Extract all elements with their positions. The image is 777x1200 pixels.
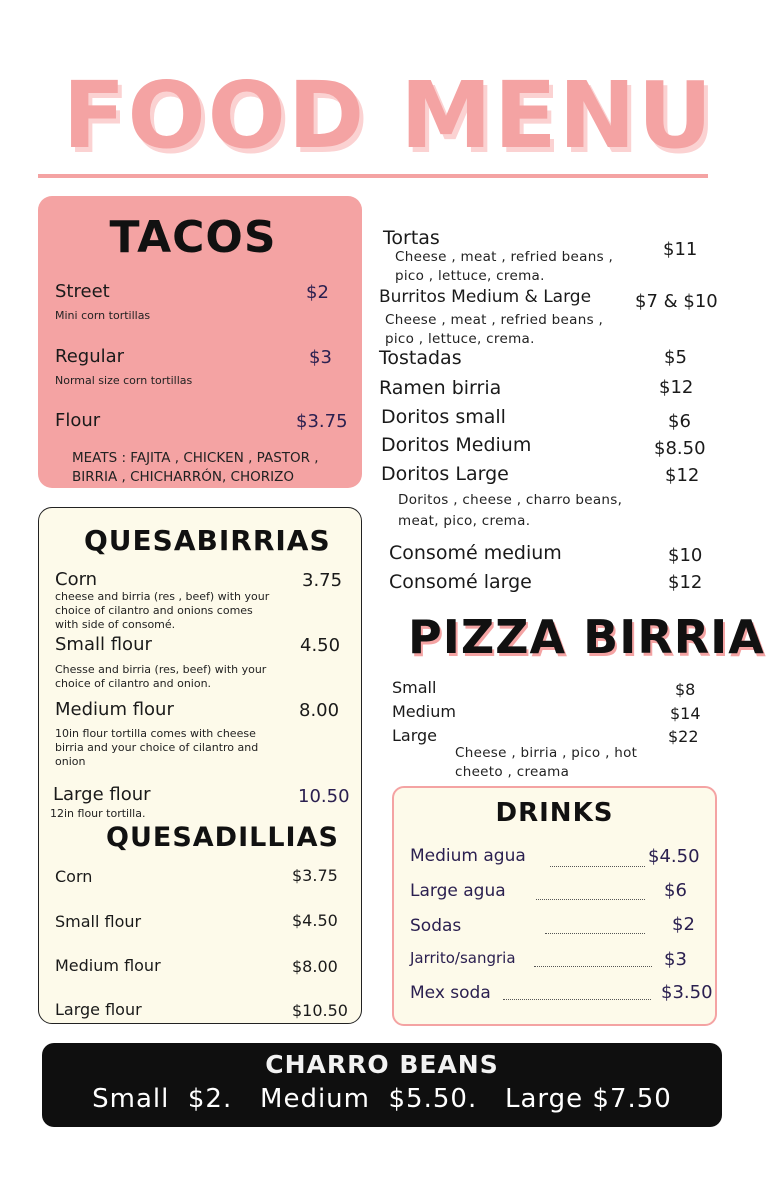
quesabirria-item-desc: cheese and birria (res , beef) with your (55, 590, 270, 603)
charro-beans-prices: Small $2. Medium $5.50. Large $7.50 (92, 1084, 672, 1114)
pizza-item-name: Small (392, 678, 437, 697)
drink-item-price: $3 (664, 949, 687, 970)
consome-medium-price: $10 (668, 545, 703, 566)
quesadillia-item-price: $8.00 (292, 957, 338, 976)
quesadillia-item-name: Large flour (55, 1000, 142, 1019)
pizza-item-price: $22 (668, 727, 699, 746)
pizza-item-price: $8 (675, 680, 696, 699)
taco-item-desc: Mini corn tortillas (55, 309, 151, 322)
quesadillia-item-name: Medium flour (55, 956, 161, 975)
dot-leader (503, 999, 651, 1000)
quesadillia-item-name: Small flour (55, 912, 142, 931)
doritos-desc: Doritos , cheese , charro beans, (398, 492, 623, 508)
dot-leader (550, 866, 645, 867)
title-divider (38, 174, 708, 178)
quesabirria-item-price: 8.00 (299, 700, 340, 721)
drink-item-name: Sodas (410, 916, 462, 936)
drink-item-name: Medium agua (410, 846, 526, 866)
pizza-item-name: Medium (392, 702, 456, 721)
quesabirria-item-name: Large flour (53, 784, 151, 805)
charro-beans-heading: CHARRO BEANS (265, 1050, 499, 1079)
quesabirria-item-desc: 12in flour tortilla. (50, 807, 146, 820)
quesabirria-item-desc: birria and your choice of cilantro and (55, 741, 259, 754)
quesadillias-heading: QUESADILLIAS (106, 822, 339, 853)
doritos-large-name: Doritos Large (381, 463, 509, 485)
taco-item-name: Street (55, 281, 110, 302)
doritos-small-name: Doritos small (381, 406, 506, 428)
quesabirrias-heading: QUESABIRRIAS (84, 524, 331, 557)
tortas-desc: pico , lettuce, crema. (395, 268, 545, 284)
drinks-heading: DRINKS (495, 798, 614, 828)
meats-line: MEATS : FAJITA , CHICKEN , PASTOR , (72, 450, 319, 466)
quesabirria-item-desc: onion (55, 755, 86, 768)
pizza-item-price: $14 (670, 704, 701, 723)
ramen-name: Ramen birria (379, 377, 502, 399)
quesabirria-item-desc: with side of consomé. (55, 618, 176, 631)
ramen-price: $12 (659, 377, 694, 398)
drink-item-price: $2 (672, 914, 695, 935)
taco-item-name: Flour (55, 410, 101, 431)
tostadas-price: $5 (664, 347, 687, 368)
drink-item-price: $4.50 (648, 846, 700, 867)
pizza-item-name: Large (392, 726, 438, 745)
quesadillia-item-name: Corn (55, 867, 93, 886)
quesadillia-item-price: $4.50 (292, 911, 338, 930)
drink-item-name: Large agua (410, 881, 506, 901)
consome-medium-name: Consomé medium (389, 542, 562, 564)
tostadas-name: Tostadas (379, 347, 462, 369)
taco-item-price: $3.75 (296, 411, 348, 432)
pizza-desc: Cheese , birria , pico , hot (455, 745, 638, 761)
quesabirria-item-name: Small flour (55, 634, 152, 655)
drink-item-name: Mex soda (410, 983, 491, 1003)
pizza-desc: cheeto , creama (455, 764, 570, 780)
quesadillia-item-price: $3.75 (292, 866, 338, 885)
doritos-medium-name: Doritos Medium (381, 434, 532, 456)
tortas-desc: Cheese , meat , refried beans , (395, 249, 614, 265)
taco-item-price: $3 (309, 347, 332, 368)
quesabirria-item-desc: choice of cilantro and onion. (55, 677, 212, 690)
dot-leader (545, 933, 645, 934)
pizza-heading: PIZZA BIRRIA (408, 610, 765, 664)
taco-item-price: $2 (306, 282, 329, 303)
quesabirria-item-desc: Chesse and birria (res, beef) with your (55, 663, 267, 676)
burritos-desc: Cheese , meat , refried beans , (385, 312, 604, 328)
menu-title: FOOD MENU (62, 62, 715, 169)
doritos-medium-price: $8.50 (654, 438, 706, 459)
quesabirria-item-name: Corn (55, 569, 98, 590)
quesabirria-item-price: 10.50 (298, 786, 350, 807)
drink-item-price: $6 (664, 880, 687, 901)
quesabirria-item-desc: choice of cilantro and onions comes (55, 604, 253, 617)
drink-item-name: Jarrito/sangria (410, 949, 516, 967)
dot-leader (536, 899, 645, 900)
quesabirria-item-price: 3.75 (302, 570, 343, 591)
taco-item-name: Regular (55, 346, 125, 367)
tacos-heading: TACOS (109, 212, 277, 263)
quesabirria-item-name: Medium flour (55, 699, 174, 720)
tortas-name: Tortas (383, 227, 440, 249)
taco-item-desc: Normal size corn tortillas (55, 374, 193, 387)
quesabirria-item-desc: 10in flour tortilla comes with cheese (55, 727, 256, 740)
quesadillia-item-price: $10.50 (292, 1001, 348, 1020)
burritos-desc: pico , lettuce, crema. (385, 331, 535, 347)
doritos-large-price: $12 (665, 465, 700, 486)
burritos-price: $7 & $10 (635, 291, 718, 312)
tortas-price: $11 (663, 239, 698, 260)
consome-large-name: Consomé large (389, 571, 532, 593)
doritos-desc: meat, pico, crema. (398, 513, 531, 529)
burritos-name: Burritos Medium & Large (379, 287, 592, 307)
consome-large-price: $12 (668, 572, 703, 593)
meats-line: BIRRIA , CHICHARRÓN, CHORIZO (72, 469, 294, 485)
quesabirria-item-price: 4.50 (300, 635, 341, 656)
drink-item-price: $3.50 (661, 982, 713, 1003)
dot-leader (534, 966, 652, 967)
doritos-small-price: $6 (668, 411, 691, 432)
